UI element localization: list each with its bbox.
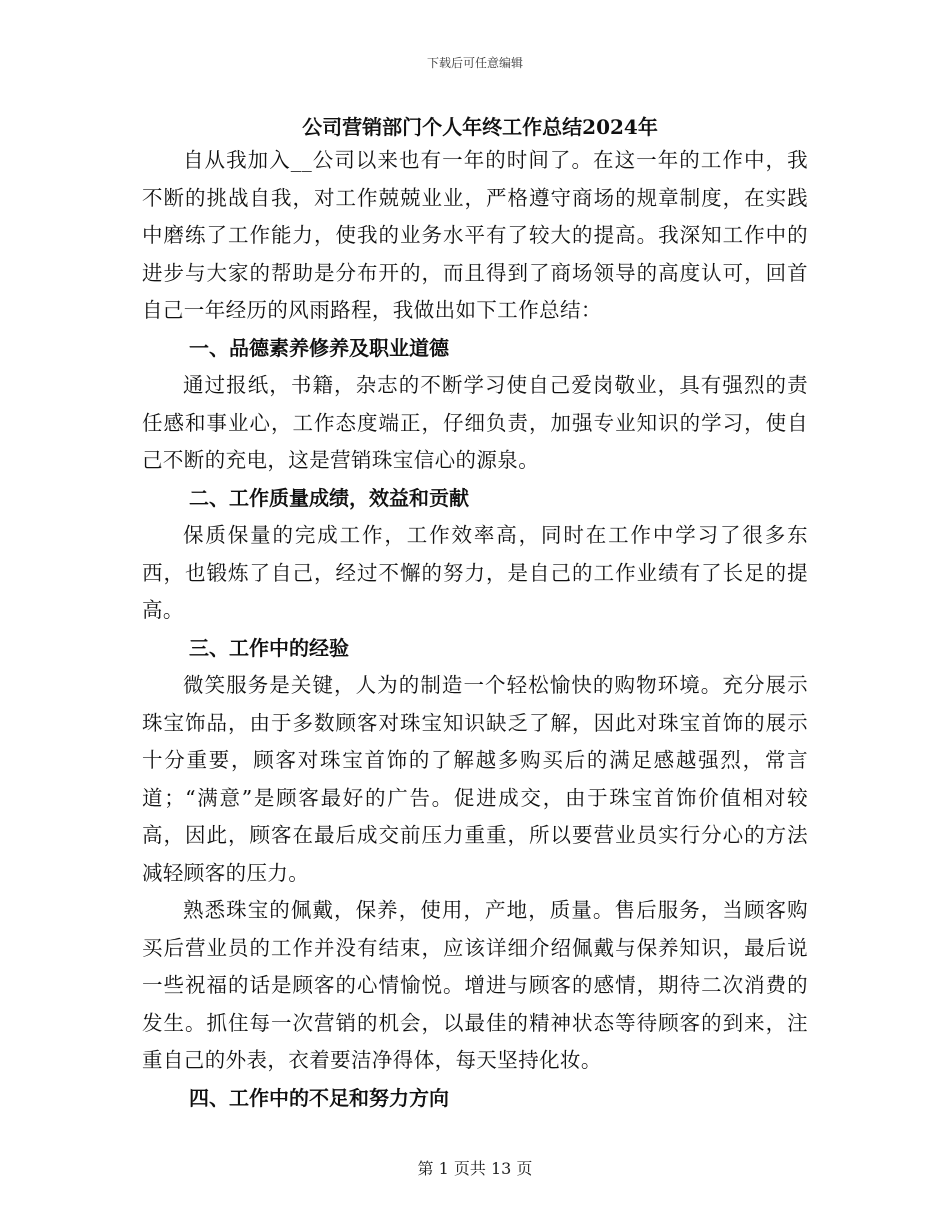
page-number-footer: 第 1 页共 13 页: [417, 1159, 533, 1178]
paragraph-section-3b: 熟悉珠宝的佩戴，保养，使用，产地，质量。售后服务，当顾客购买后营业员的工作并没有结束，应该详细介绍佩戴与保养知识，最后说一些祝福的话是顾客的心情愉悦。增进与顾客的感情，期待二次消费的发生。抓住每一次营销的机会，以最佳的精神状态等待顾客的到来，注重自己的外表，衣着要洁净得体，每天坚持化妆。: [142, 898, 808, 1072]
document-title: 公司营销部门个人年终工作总结2024年: [302, 115, 658, 139]
section-heading-2: 二、工作质量成绩，效益和贡献: [189, 485, 469, 510]
paragraph-section-3a: 微笑服务是关键，人为的制造一个轻松愉快的购物环境。充分展示珠宝饰品，由于多数顾客对珠宝知识缺乏了解，因此对珠宝首饰的展示十分重要，顾客对珠宝首饰的了解越多购买后的满足感越强烈，常言道；“满意”是顾客最好的广告。促进成交，由于珠宝首饰价值相对较高，因此，顾客在最后成交前压力重重，所以要营业员实行分心的方法减轻顾客的压力。: [142, 673, 808, 885]
paragraph-intro: 自从我加入__公司以来也有一年的时间了。在这一年的工作中，我不断的挑战自我，对工作兢兢业业，严格遵守商场的规章制度，在实践中磨练了工作能力，使我的业务水平有了较大的提高。我深知工作中的进步与大家的帮助是分布开的，而且得到了商场领导的高度认可，回首自己一年经历的风雨路程，我做出如下工作总结：: [142, 148, 808, 322]
section-heading-4: 四、工作中的不足和努力方向: [189, 1085, 449, 1110]
section-heading-3: 三、工作中的经验: [189, 635, 349, 660]
paragraph-section-1: 通过报纸，书籍，杂志的不断学习使自己爱岗敬业，具有强烈的责任感和事业心，工作态度端正，仔细负责，加强专业知识的学习，使自己不断的充电，这是营销珠宝信心的源泉。: [142, 373, 808, 472]
page-header-note: 下载后可任意编辑: [426, 56, 523, 70]
section-heading-1: 一、品德素养修养及职业道德: [189, 335, 449, 360]
document-body: [142, 112, 808, 1117]
paragraph-section-2: 保质保量的完成工作，工作效率高，同时在工作中学习了很多东西，也锻炼了自己，经过不懈的努力，是自己的工作业绩有了长足的提高。: [142, 523, 808, 622]
